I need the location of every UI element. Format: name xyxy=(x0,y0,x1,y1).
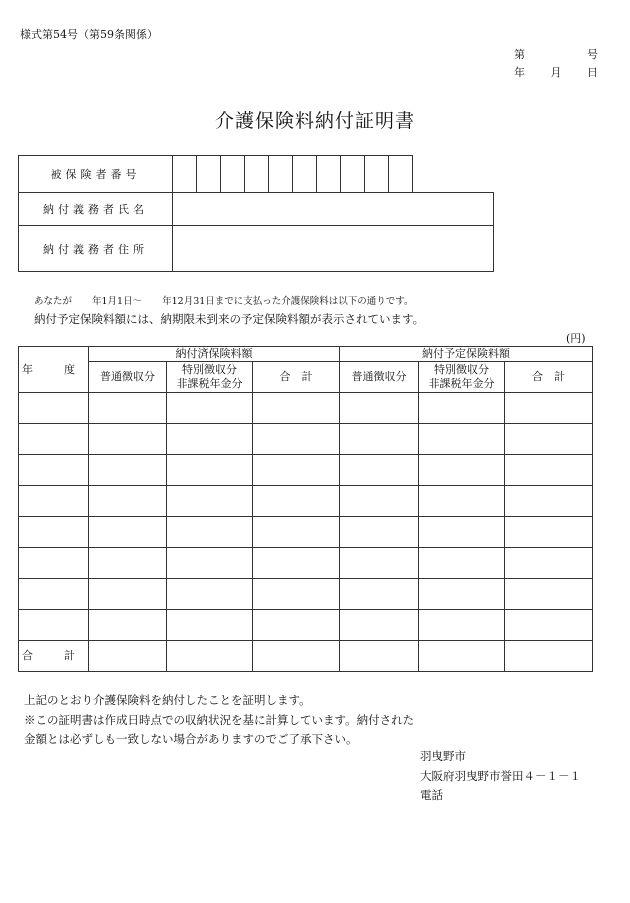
payer-name-label: 納付義務者氏名 xyxy=(19,193,173,226)
digit-box[interactable] xyxy=(245,156,269,193)
paid-total-header: 合 計 xyxy=(253,362,340,393)
period-note-prefix: あなたが xyxy=(34,296,73,307)
table-row xyxy=(19,548,593,579)
digit-box[interactable] xyxy=(293,156,317,193)
table-row xyxy=(19,455,593,486)
year-header: 年 度 xyxy=(19,347,89,393)
planned-total-header: 合 計 xyxy=(505,362,593,393)
document-number-block xyxy=(514,46,598,82)
issuer-city: 羽曳野市 xyxy=(420,749,466,763)
digit-box[interactable] xyxy=(341,156,365,193)
payer-address-field[interactable] xyxy=(173,226,494,272)
date-year: 年 xyxy=(514,66,525,79)
date-month: 月 xyxy=(550,66,562,79)
payer-name-row xyxy=(19,193,494,226)
currency-unit: (円) xyxy=(566,332,586,345)
payer-address-row xyxy=(19,226,494,272)
certification-text: 上記のとおり介護保険料を納付したことを証明します。 xyxy=(24,693,311,707)
insured-number-row xyxy=(19,156,494,193)
digit-box[interactable] xyxy=(317,156,341,193)
digit-box[interactable] xyxy=(269,156,293,193)
table-row xyxy=(19,517,593,548)
table-row xyxy=(19,486,593,517)
table-row xyxy=(19,579,593,610)
period-note-to: 年12月31日までに支払った介護保険料は以下の通りです。 xyxy=(162,296,414,307)
digit-box[interactable] xyxy=(173,156,197,193)
identity-table xyxy=(18,155,494,272)
premium-table xyxy=(18,346,593,672)
planned-special-header: 特別徴収分 非課税年金分 xyxy=(419,362,505,393)
planned-header: 納付予定保険料額 xyxy=(340,347,593,362)
table-subheader-row xyxy=(19,362,593,393)
planned-note: 納付予定保険料額には、納期限未到来の予定保険料額が表示されています。 xyxy=(34,312,425,326)
table-header-row xyxy=(19,347,593,362)
payer-address-label: 納付義務者住所 xyxy=(19,226,173,272)
digit-box[interactable] xyxy=(389,156,413,193)
table-row xyxy=(19,393,593,424)
insured-number-label: 被保険者番号 xyxy=(19,156,173,193)
payer-name-field[interactable] xyxy=(173,193,494,226)
table-row xyxy=(19,424,593,455)
page-title: 介護保険料納付証明書 xyxy=(214,110,415,132)
period-note-from: 年1月1日～ xyxy=(92,296,143,307)
issuer-address: 大阪府羽曳野市誉田４－１－１ xyxy=(420,769,581,783)
digit-box[interactable] xyxy=(197,156,221,193)
paid-regular-header: 普通徴収分 xyxy=(89,362,167,393)
digit-box[interactable] xyxy=(365,156,389,193)
paid-header: 納付済保険料額 xyxy=(89,347,340,362)
doc-number-suffix: 号 xyxy=(587,48,598,61)
planned-regular-header: 普通徴収分 xyxy=(340,362,419,393)
paid-special-header: 特別徴収分 非課税年金分 xyxy=(167,362,253,393)
disclaimer-line-1: ※この証明書は作成日時点での収納状況を基に計算しています。納付された xyxy=(24,713,415,727)
period-note xyxy=(34,293,414,307)
digit-box[interactable] xyxy=(221,156,245,193)
total-row xyxy=(19,641,593,672)
total-label: 合 計 xyxy=(19,641,89,672)
issuer-phone: 電話 xyxy=(420,788,443,802)
form-number: 様式第54号（第59条関係） xyxy=(20,28,158,41)
doc-number-prefix: 第 xyxy=(514,48,525,61)
table-row xyxy=(19,610,593,641)
date-day: 日 xyxy=(587,66,598,79)
disclaimer-line-2: 金額とは必ずしも一致しない場合がありますのでご了承下さい。 xyxy=(24,732,358,746)
